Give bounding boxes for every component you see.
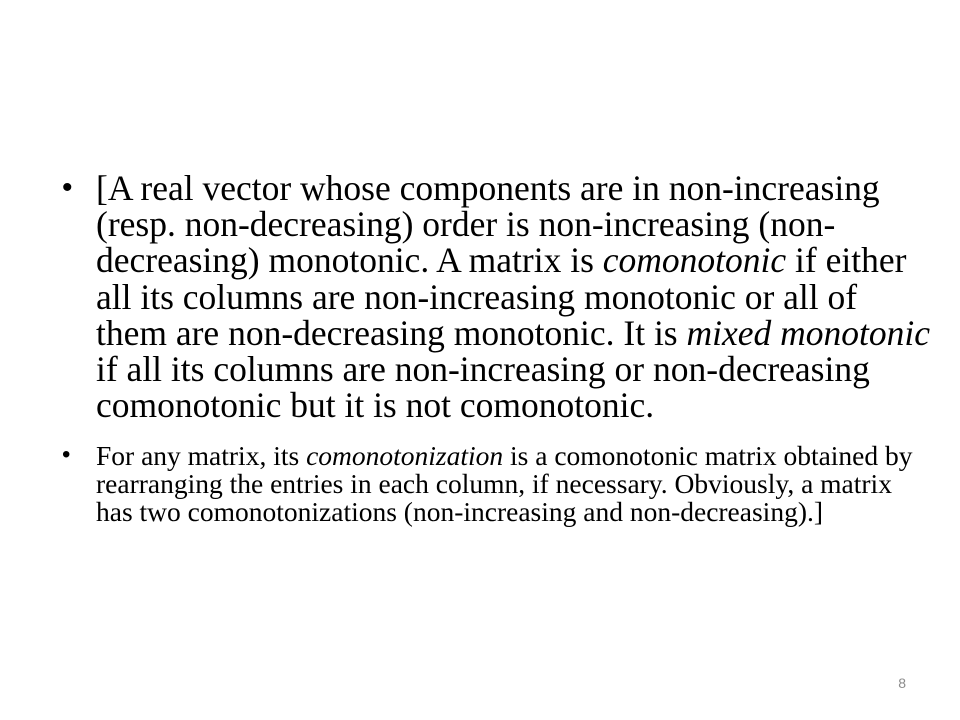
bullet-dot-icon: • — [62, 171, 73, 204]
page-number: 8 — [898, 675, 906, 691]
bullet-list — [54, 170, 934, 525]
text-segment: [A real vector whose components are in non-increasing (resp. non-decreasing) order is non-increasing (non-decreasing) monotonic. A matrix is — [96, 168, 880, 281]
bullet-dot-icon: • — [62, 441, 71, 469]
text-segment: For any matrix, its — [96, 440, 307, 472]
bullet-item-1 — [54, 168, 934, 426]
text-segment: if either all its columns are non-increasing monotonic or all of them are non-decreasing monotonic. It is — [96, 240, 907, 353]
bullet-text-1 — [96, 168, 930, 425]
term-comonotonic: comonotonic — [602, 240, 787, 281]
bullet-text-2 — [96, 440, 913, 526]
text-segment: if all its columns are non-increasing or non-decreasing comonotonic but it is not comonotonic. — [96, 349, 870, 426]
text-segment: is a comonotonic matrix obtained by rearranging the entries in each column, if necessary. Obviously, a matrix has two comonotonizations (non-increasing and non-decreasing).] — [96, 440, 913, 527]
term-comonotonization: comonotonization — [306, 440, 504, 472]
bullet-item-2 — [54, 442, 934, 525]
term-mixed-monotonic: mixed monotonic — [686, 312, 931, 353]
